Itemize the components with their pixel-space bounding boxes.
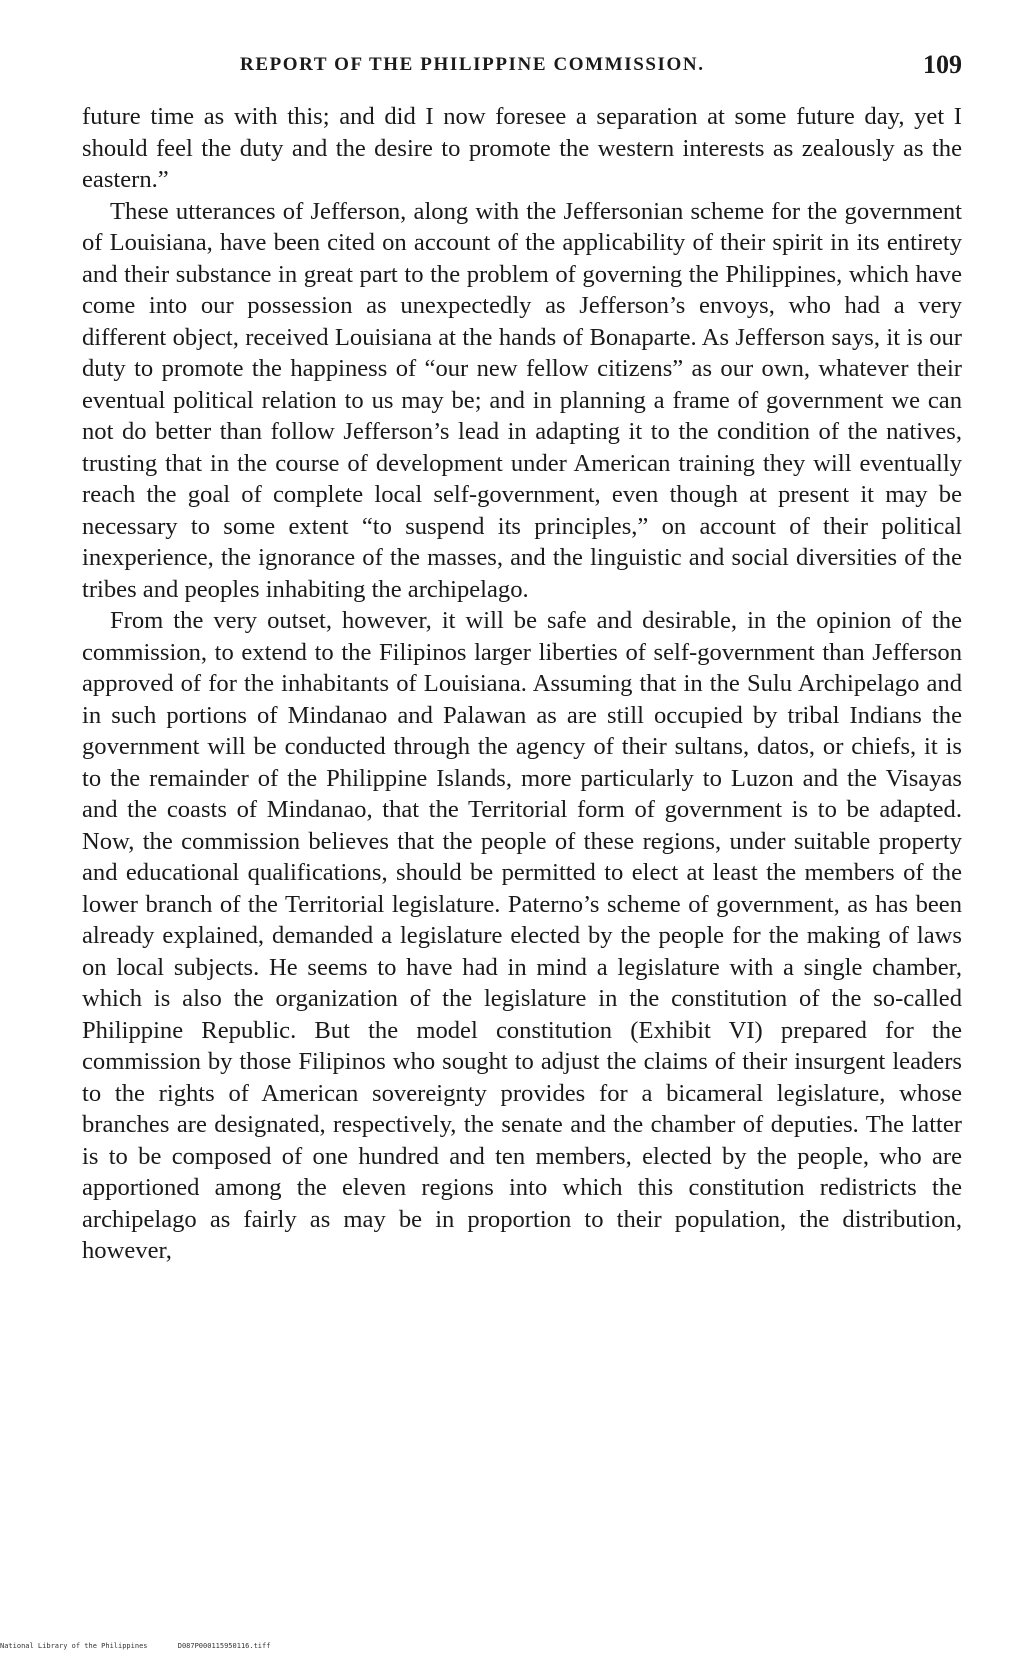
body-text: [82, 101, 962, 1267]
running-title: REPORT OF THE PHILIPPINE COMMISSION.: [240, 54, 705, 75]
paragraph-continuation: future time as with this; and did I now foresee a separation at some future day, yet I should feel the duty and the desire to promote the western interests as zealously as the eastern.”: [82, 103, 962, 193]
running-header: [82, 50, 962, 86]
paragraph-self-government: From the very outset, however, it will be safe and desirable, in the opinion of the commission, to extend to the Filipinos larger liberties of self-government than Jefferson approved of for the inhabitants of Louisiana. Assuming that in the Sulu Archipelago and in such portions of Mindanao and Palawan as are still occupied by tribal Indians the government will be conducted through the agency of their sultans, datos, or chiefs, it is to the remainder of the Philippine Islands, more particularly to Luzon and the Visayas and the coasts of Mindanao, that the Territorial form of government is to be adapted. Now, the commission believes that the people of these regions, under suitable property and educational qualifications, should be permitted to elect at least the members of the lower branch of the Territorial legislature. Paterno’s scheme of government, as has been already explained, demanded a legislature elected by the people for the making of laws on local subjects. He seems to have had in mind a legislature with a single chamber, which is also the organization of the legislature in the constitution of the so-called Philippine Republic. But the model constitution (Exhibit VI) prepared for the commission by those Filipinos who sought to adjust the claims of their insurgent leaders to the rights of American sovereignty provides for a bicameral legislature, whose branches are designated, respectively, the senate and the chamber of deputies. The latter is to be composed of one hundred and ten members, elected by the people, who are apportioned among the eleven regions into which this constitution redistricts the archipelago as fairly as may be in proportion to their population, the distribution, however,: [82, 607, 962, 1264]
footer-library: National Library of the Philippines: [0, 1642, 148, 1650]
scan-footer: [0, 1642, 296, 1650]
page-number: 109: [923, 50, 962, 79]
footer-file-id: D087P000115950116.tiff: [177, 1642, 271, 1650]
paragraph-jefferson-utterances: These utterances of Jefferson, along with the Jeffersonian scheme for the government of Louisiana, have been cited on account of the applicability of their spirit in its entirety and their substance in great part to the problem of governing the Philippines, which have come into our possession as unexpectedly as Jefferson’s envoys, who had a very different object, received Louisiana at the hands of Bonaparte. As Jefferson says, it is our duty to promote the happiness of “our new fellow citizens” as our own, whatever their eventual political relation to us may be; and in planning a frame of government we can not do better than follow Jefferson’s lead in adapting it to the condition of the natives, trusting that in the course of development under American training they will eventually reach the goal of complete local self-government, even though at present it may be necessary to some extent “to suspend its principles,” on account of their political inexperience, the ignorance of the masses, and the linguistic and social diversities of the tribes and peoples inhabiting the archipelago.: [82, 197, 962, 603]
